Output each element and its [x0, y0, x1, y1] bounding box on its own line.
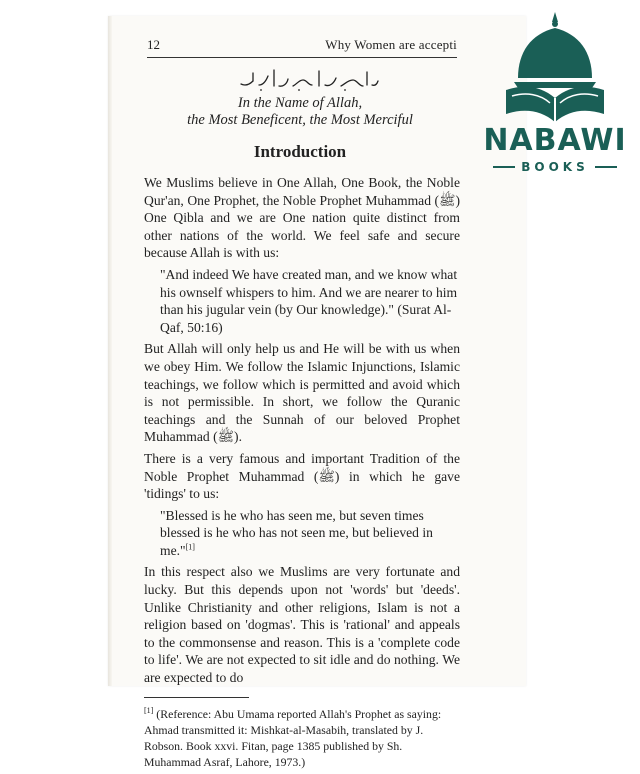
footnote-reference: [1] [185, 542, 195, 552]
paragraph-1: We Muslims believe in One Allah, One Book, the Noble Qur'an, One Prophet, the Noble Prophet Muhammad (ﷺ) One Qibla and we are One nation quite distinct from other nations of the world. We feel safe and secure because Allah is with us: [144, 175, 460, 261]
running-title: Why Women are accepti [325, 37, 457, 52]
nabawi-books-logo [480, 10, 630, 175]
paragraph-4: In this respect also we Muslims are very fortunate and lucky. But this depends upon not 'words' but 'deeds'. Unlike Christianity and other religions, Islam is not a religion based on 'dogmas'. This is 'rational' and appeals to the commonsense and reason. This is a 'complete code to life'. We are not expected to sit idle and do nothing. We are expected to do [144, 564, 460, 686]
paragraph-3: There is a very famous and important Tradition of the Noble Prophet Muhammad (ﷺ) in which he gave 'tidings' to us: [144, 450, 460, 502]
footnote-separator [144, 697, 249, 698]
invocation [145, 95, 455, 129]
section-heading: Introduction [253, 142, 347, 161]
dome-book-icon [498, 10, 612, 128]
quote-2 [160, 507, 460, 560]
invocation-line-1: In the Name of Allah, [237, 95, 363, 111]
invocation-line-2: the Most Beneficent, the Most Merciful [187, 112, 413, 128]
logo-subtitle-text: BOOKS [521, 160, 589, 174]
quote-1: "And indeed We have created man, and we know what his ownself whispers to him. And we are nearer to him than his jugular vein (by Our knowledge)." (Surat Al- Qaf, 50:16) [160, 266, 458, 335]
page-number: 12 [147, 37, 160, 52]
footnote [144, 706, 460, 770]
footnote-text: (Reference: Abu Umama reported Allah's Prophet as saying: Ahmad transmitted it: Mishkat-al-Masabih, translated by J. Robson. Book xxvi. Fitan, page 1385 published by Sh. Muhammad Asraf, Lahore, 1973.) [144, 706, 442, 769]
footnote-marker: [1] [144, 705, 154, 715]
logo-subtitle [480, 158, 630, 176]
logo-rule-left [493, 166, 515, 168]
logo-rule-right [595, 166, 617, 168]
bismillah-calligraphy [235, 66, 380, 96]
page-gutter-shadow [108, 16, 112, 686]
logo-wordmark: NABAWI [483, 123, 627, 158]
running-head [147, 37, 457, 58]
body-text [144, 174, 460, 774]
quote-2-text: "Blessed is he who has seen me, but seven times blessed is he who has not seen me, but believed in me." [160, 507, 433, 558]
paragraph-2: But Allah will only help us and He will be with us when we obey Him. We follow the Islamic Injunctions, Islamic teachings, we follow which is permitted and avoid which is not permissible. In short, we follow the Quranic teachings and the Sunnah of our beloved Prophet Muhammad (ﷺ). [144, 341, 460, 445]
